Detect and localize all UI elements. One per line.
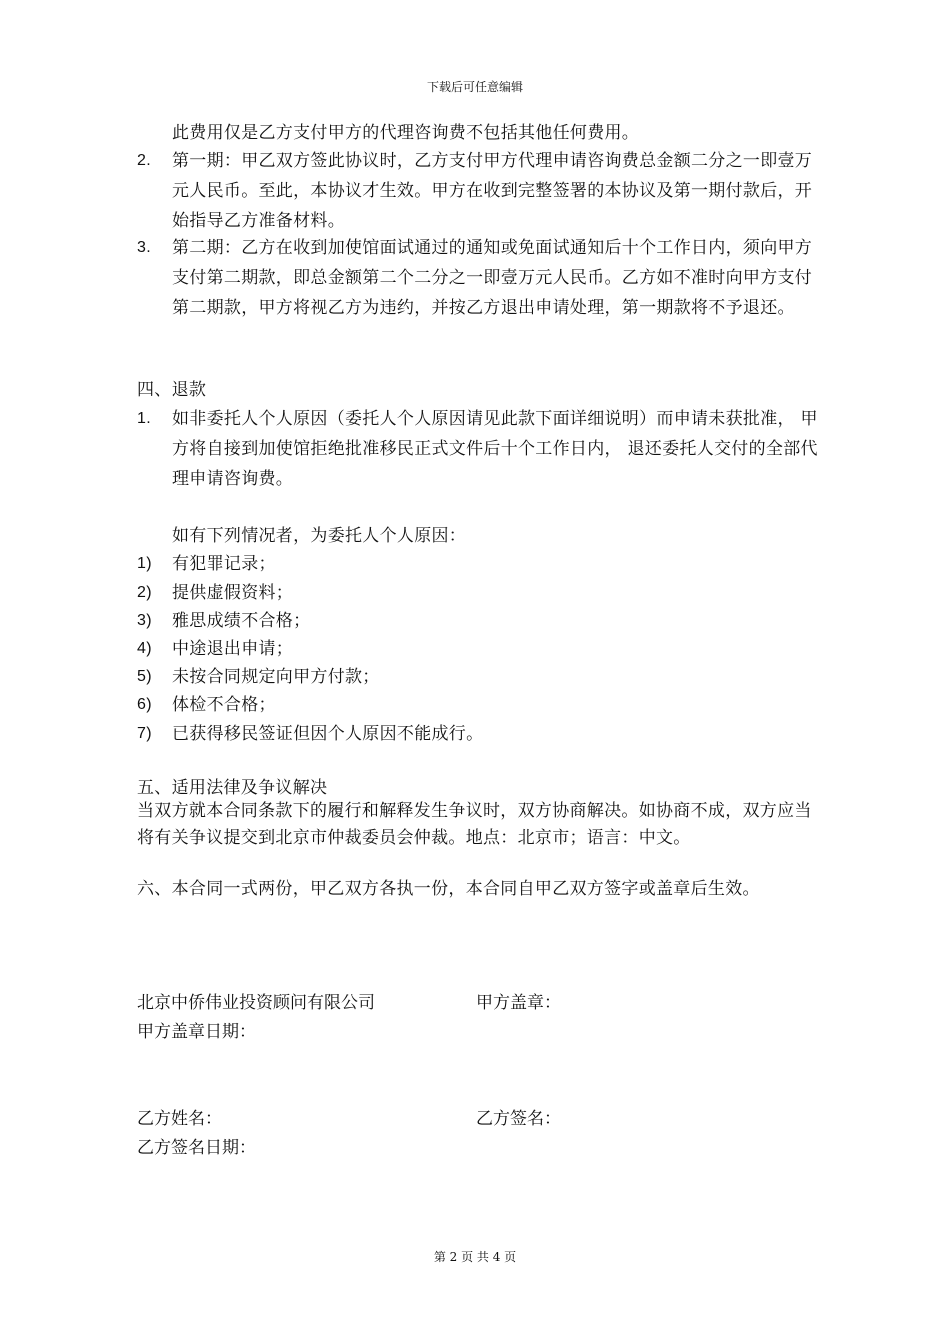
item-text: 中途退出申请；	[172, 639, 294, 659]
item-text: 如非委托人个人原因（委托人个人原因请见此款下面详细说明）而申请未获批准， 甲方将自接到加使馆拒绝批准移民正式文件后十个工作日内， 退还委托人交付的全部代理申请咨询费。	[172, 409, 818, 489]
intro-text: 此费用仅是乙方支付甲方的代理咨询费不包括其他任何费用。	[172, 123, 640, 143]
reason-item	[137, 606, 827, 636]
item-number: 1)	[137, 555, 152, 572]
item-text: 体检不合格；	[172, 695, 276, 715]
item-text: 有犯罪记录；	[172, 554, 276, 574]
party-b-date-label: 乙方签名日期：	[137, 1138, 256, 1158]
item-text: 第一期：甲乙双方签此协议时，乙方支付甲方代理申请咨询费总金额二分之一即壹万元人民币。至此，本协议才生效。甲方在收到完整签署的本协议及第一期付款后，开始指导乙方准备材料。	[172, 151, 813, 231]
item-number: 2)	[137, 584, 152, 601]
item-number: 3.	[137, 239, 151, 256]
party-a-seal-label: 甲方盖章：	[476, 993, 561, 1013]
item-text: 雅思成绩不合格；	[172, 611, 311, 631]
party-a-date-label: 甲方盖章日期：	[137, 1022, 256, 1042]
page-header: 下载后可任意编辑	[426, 80, 523, 94]
reasons-intro: 如有下列情况者，为委托人个人原因：	[172, 526, 467, 546]
item-number: 3)	[137, 612, 152, 629]
reason-item	[137, 719, 827, 749]
reason-item	[137, 578, 827, 608]
item-text: 第二期：乙方在收到加使馆面试通过的通知或免面试通知后十个工作日内，须向甲方支付第二期款，即总金额第二个二分之一即壹万元人民币。乙方如不准时向甲方支付第二期款，甲方将视乙方为违约，并按乙方退出申请处理，第一期款将不予退还。	[172, 238, 813, 318]
reason-item	[137, 662, 827, 692]
item-text: 未按合同规定向甲方付款；	[172, 667, 380, 687]
reason-item	[137, 634, 827, 664]
item-number: 1.	[137, 410, 151, 427]
section-5-text: 当双方就本合同条款下的履行和解释发生争议时，双方协商解决。如协商不成，双方应当将有关争议提交到北京市仲裁委员会仲裁。地点：北京市；语言：中文。	[137, 801, 812, 848]
party-b-name-label: 乙方姓名：	[137, 1109, 222, 1129]
item-number: 7)	[137, 725, 152, 742]
section-5-title: 五、适用法律及争议解决	[137, 778, 328, 798]
party-b-sign-label: 乙方签名：	[476, 1109, 561, 1129]
party-a-company: 北京中侨伟业投资顾问有限公司	[137, 993, 375, 1013]
page-footer: 第 2 页 共 4 页	[433, 1250, 517, 1264]
item-number: 4)	[137, 640, 152, 657]
payment-item-2	[137, 146, 827, 236]
item-number: 6)	[137, 696, 152, 713]
section-6-text: 六、本合同一式两份，甲乙双方各执一份，本合同自甲乙双方签字或盖章后生效。	[137, 879, 760, 899]
item-text: 已获得移民签证但因个人原因不能成行。	[172, 724, 484, 744]
item-number: 2.	[137, 152, 151, 169]
payment-item-3	[137, 233, 827, 323]
reason-item	[137, 690, 827, 720]
section-4-title: 四、退款	[137, 380, 207, 400]
reason-item	[137, 549, 827, 579]
refund-item-1	[137, 404, 827, 494]
item-number: 5)	[137, 668, 152, 685]
item-text: 提供虚假资料；	[172, 583, 294, 603]
